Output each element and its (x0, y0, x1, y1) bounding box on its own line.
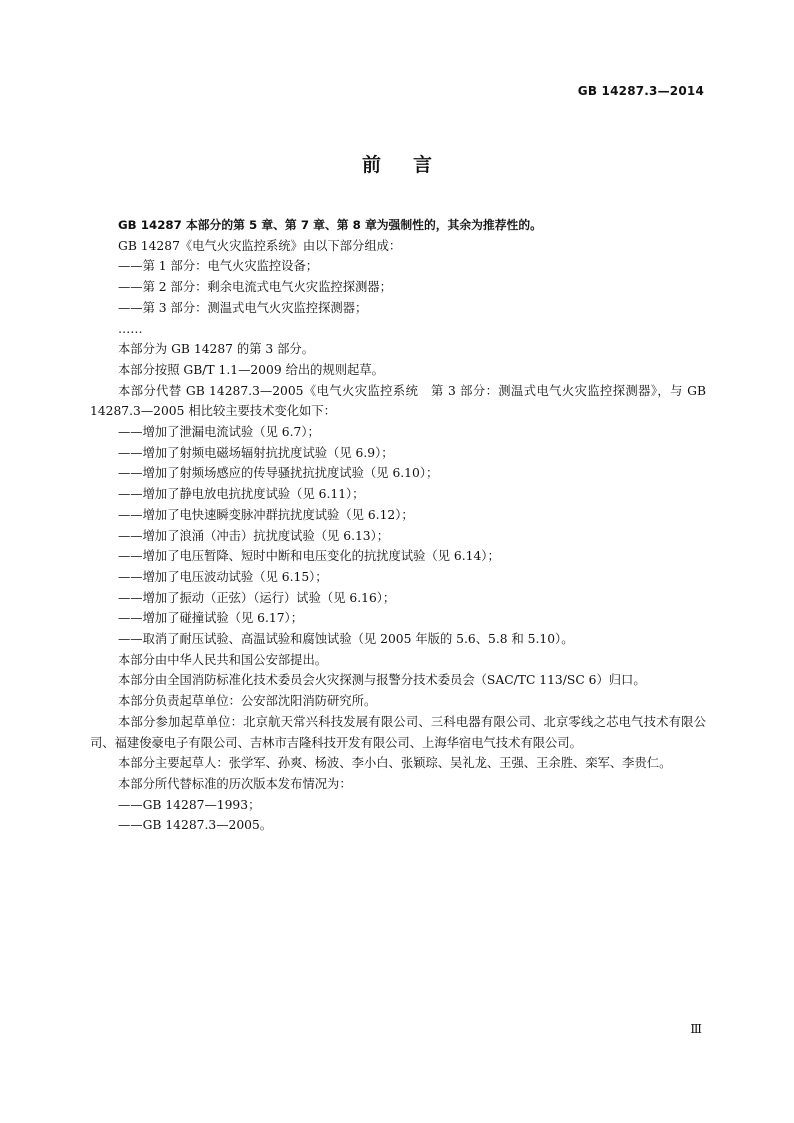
paragraph-parts-intro: GB 14287《电气火灾监控系统》由以下部分组成： (118, 238, 402, 253)
paragraph-main-drafters: 本部分主要起草人：张学军、孙爽、杨波、李小白、张颖琮、吴礼龙、王强、王余胜、栾军、李贵仁。 (118, 756, 672, 771)
list-item-change: ——增加了浪涌（冲击）抗扰度试验（见 6.13）； (118, 528, 390, 543)
paragraph-lead-drafter: 本部分负责起草单位：公安部沈阳消防研究所。 (118, 694, 377, 709)
paragraph-history-intro: 本部分所代替标准的历次版本发布情况为： (118, 776, 352, 791)
page-number: Ⅲ (690, 1022, 702, 1036)
document-body (90, 215, 706, 836)
list-item-change: ——增加了泄漏电流试验（见 6.7）； (118, 425, 320, 440)
page-title: 前言 (361, 154, 464, 176)
standard-number: GB 14287.3—2014 (577, 84, 704, 98)
list-item-part-1: ——第 1 部分：电气火灾监控设备； (118, 259, 319, 274)
paragraph-replacement: 本部分代替 GB 14287.3—2005《电气火灾监控系统 第 3 部分：测温式电气火灾监控探测器》，与 GB 14287.3—2005 相比较主要技术变化如下： (90, 383, 706, 419)
list-item-change: ——增加了射频场感应的传导骚扰抗扰度试验（见 6.10）； (118, 466, 439, 481)
list-item-change: ——增加了静电放电抗扰度试验（见 6.11）； (118, 487, 365, 502)
list-item-change: ——增加了振动（正弦）（运行）试验（见 6.16）； (118, 590, 396, 605)
paragraph-proposer: 本部分由中华人民共和国公安部提出。 (118, 652, 328, 667)
list-item-change: ——取消了耐压试验、高温试验和腐蚀试验（见 2005 年版的 5.6、5.8 和 5.10）。 (118, 632, 574, 647)
list-item-part-3: ——第 3 部分：测温式电气火灾监控探测器； (118, 300, 368, 315)
list-item-change: ——增加了碰撞试验（见 6.17）； (118, 611, 303, 626)
list-item-change: ——增加了射频电磁场辐射抗扰度试验（见 6.9）； (118, 445, 394, 460)
paragraph-drafting-rules: 本部分按照 GB/T 1.1—2009 给出的规则起草。 (118, 362, 384, 377)
paragraph-mandatory-statement: GB 14287 本部分的第 5 章、第 7 章、第 8 章为强制性的，其余为推荐性的。 (118, 218, 542, 232)
list-item-history: ——GB 14287—1993； (118, 797, 261, 812)
list-item-history: ——GB 14287.3—2005。 (118, 818, 273, 833)
list-item-ellipsis: …… (118, 321, 143, 336)
list-item-part-2: ——第 2 部分：剩余电流式电气火灾监控探测器； (118, 280, 392, 295)
paragraph-part-statement: 本部分为 GB 14287 的第 3 部分。 (118, 342, 315, 357)
paragraph-participating-drafters: 本部分参加起草单位：北京航天常兴科技发展有限公司、三科电器有限公司、北京零线之芯电气技术有限公司、福建俊豪电子有限公司、吉林市吉隆科技开发有限公司、上海华宿电气技术有限公司。 (90, 714, 706, 750)
list-item-change: ——增加了电压波动试验（见 6.15）； (118, 569, 328, 584)
paragraph-centralized: 本部分由全国消防标准化技术委员会火灾探测与报警分技术委员会（SAC/TC 113/SC 6）归口。 (118, 673, 646, 688)
list-item-change: ——增加了电压暂降、短时中断和电压变化的抗扰度试验（见 6.14）； (118, 549, 500, 564)
list-item-change: ——增加了电快速瞬变脉冲群抗扰度试验（见 6.12）； (118, 507, 414, 522)
